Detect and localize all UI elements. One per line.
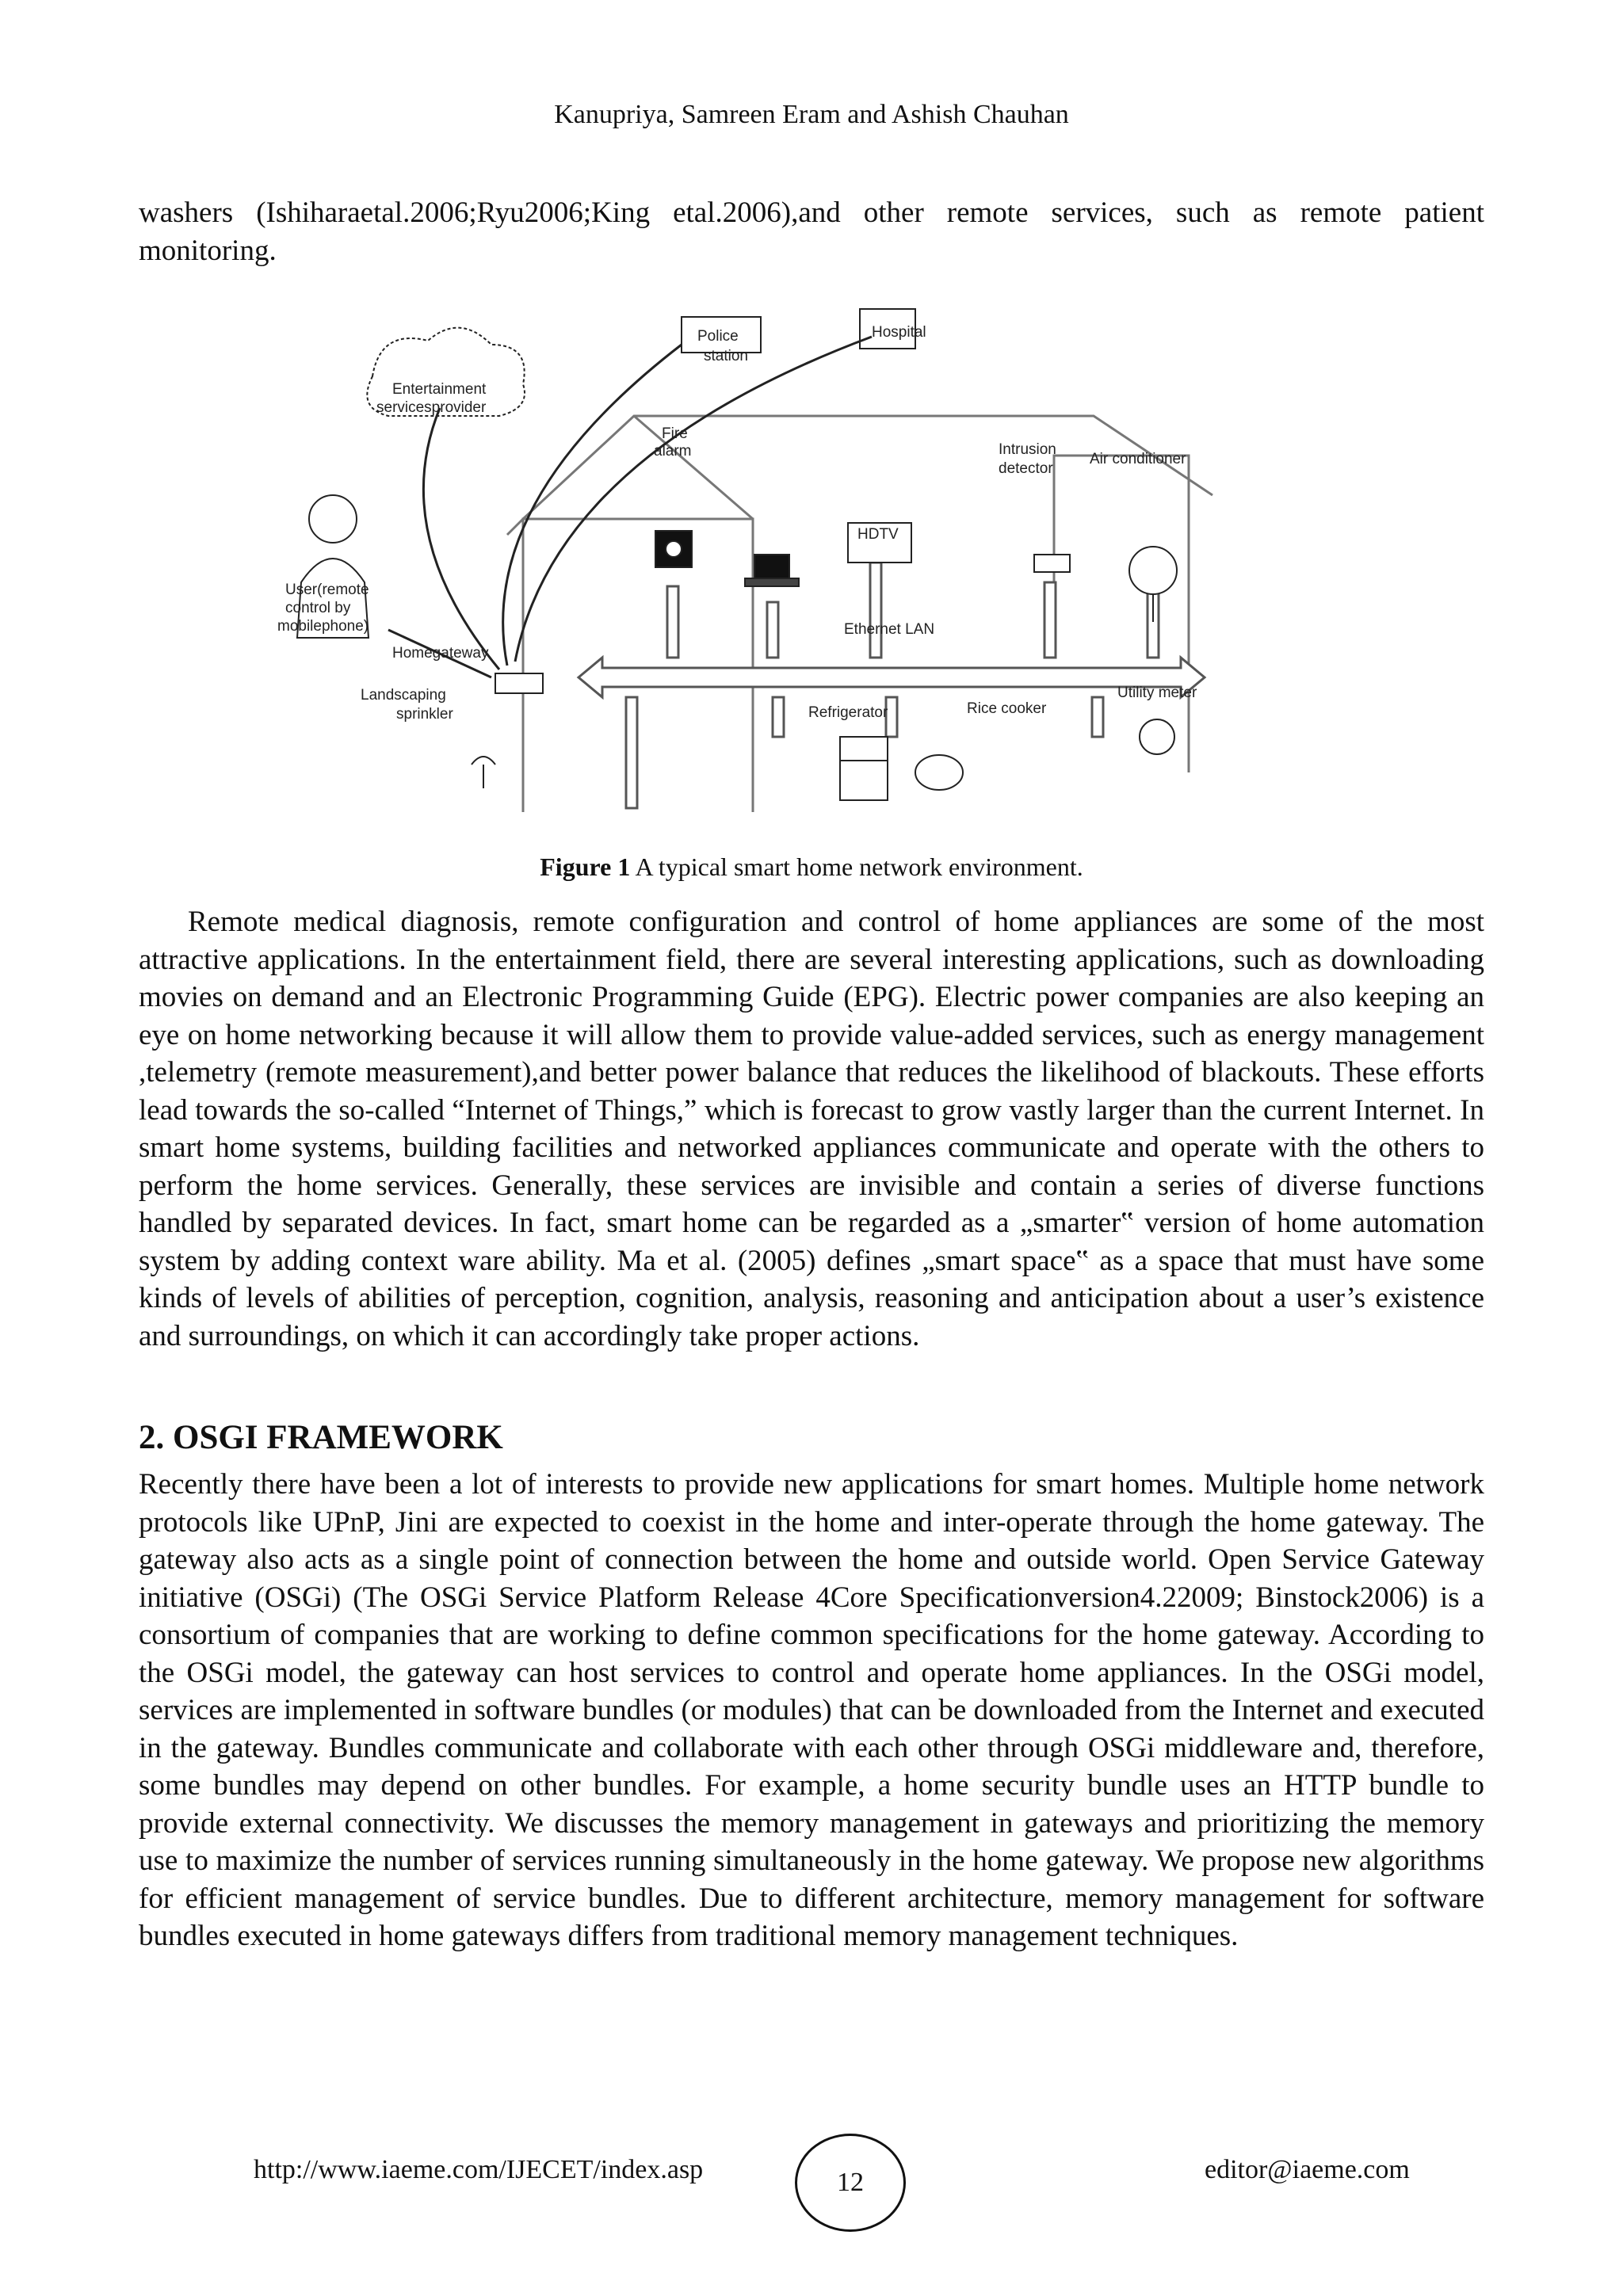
ethernet-backbone — [579, 658, 1205, 697]
label-fire-2: alarm — [654, 443, 692, 460]
label-ricecooker: Rice cooker — [967, 700, 1047, 717]
utility-meter-icon — [1140, 719, 1174, 754]
page-number-text: 12 — [837, 2168, 864, 2197]
smart-home-figure — [269, 297, 1284, 812]
person-icon — [309, 495, 357, 543]
fan-icon — [1129, 547, 1177, 594]
paragraph-applications: Remote medical diagnosis, remote configuration and control of home appliances are some of the most attractive applications. In the entertainment field, there are several interesting applications, such as downloading movies on demand and an Electronic Programming Guide (EPG). Electric power companies are also keeping an eye on home networking because it will allow them to provide value-added services, such as energy management ,telemetry (remote measurement),and better power balance that reduces the likelihood of blackouts. These efforts lead towards the so-called “Internet of Things,” which is forecast to grow vastly larger than the current Internet. In smart home systems, building facilities and networked appliances communicate and operate with the others to perform the home services. Generally, these services are invisible and contain a series of diverse functions handled by separated devices. In fact, smart home can be regarded as a „smarter‟ version of home automation system by adding context ware ability. Ma et al. (2005) defines „smart space‟ as a space that must have some kinds of levels of abilities of perception, cognition, analysis, reasoning and anticipation about a user’s existence and surroundings, on which it can accordingly take proper actions. — [139, 906, 1484, 1352]
label-gateway: Homegateway — [392, 645, 489, 662]
running-head: Kanupriya, Samreen Eram and Ashish Chauhan — [554, 100, 1069, 129]
paragraph-intro: washers (Ishiharaetal.2006;Ryu2006;King etal.2006),and other remote services, such as remote patient monitoring. — [139, 196, 1484, 267]
footer-email-link[interactable]: editor@iaeme.com — [1205, 2155, 1410, 2184]
label-sprinkler-2: sprinkler — [396, 706, 453, 723]
footer-url-link[interactable]: http://www.iaeme.com/IJECET/index.asp — [254, 2155, 704, 2184]
paragraph-osgi: Recently there have been a lot of interests to provide new applications for smart homes. Multiple home network protocols like UPnP, Jini are expected to coexist in the home and inter-operate through the home gateway. The gateway also acts as a single point of connection between the home and outside world. Open Service Gateway initiative (OSGi) (The OSGi Service Platform Release 4Core Specificationversion4.22009; Binstock2006) is a consortium of companies that are working to define common specifications for the home gateway. According to the OSGi model, the gateway can host services to control and operate home appliances. In the OSGi model, services are implemented in software bundles (or modules) that can be downloaded from the Internet and executed in the gateway. Bundles communicate and collaborate with each other through OSGi middleware and, therefore, some bundles may depend on other bundles. For example, a home security bundle uses an HTTP bundle to provide external connectivity. We discusses the memory management in gateways and prioritizing the memory use to maximize the number of services running simultaneously in the home gateway. We propose new algorithms for efficient management of service bundles. Due to different architecture, memory management for software bundles executed in home gateways differs from traditional memory management techniques. — [139, 1468, 1484, 1952]
gateway-icon — [495, 673, 543, 693]
label-hdtv: HDTV — [857, 526, 899, 543]
label-aircon: Air conditioner — [1090, 451, 1186, 467]
page-number — [795, 2134, 906, 2232]
label-entertainment-2: servicesprovider — [376, 399, 487, 416]
figure-caption — [0, 852, 1623, 882]
label-fire-1: Fire — [662, 425, 688, 442]
label-refrigerator: Refrigerator — [808, 704, 888, 721]
label-ethernet: Ethernet LAN — [844, 621, 935, 638]
label-police-2: station — [704, 348, 748, 364]
label-sprinkler-1: Landscaping — [361, 687, 446, 704]
label-hospital: Hospital — [872, 324, 926, 341]
label-intrusion-1: Intrusion — [999, 441, 1056, 458]
label-user-3: mobilephone) — [277, 618, 369, 635]
label-user-2: control by — [285, 600, 351, 616]
label-utility: Utility meter — [1117, 685, 1197, 701]
section-heading: 2. OSGI FRAMEWORK — [139, 1419, 503, 1456]
laptop-icon — [754, 555, 789, 578]
label-user-1: User(remote — [285, 582, 369, 598]
label-entertainment-1: Entertainment — [392, 381, 487, 398]
caption-label: Figure 1 — [540, 852, 631, 881]
label-intrusion-2: detector — [999, 460, 1053, 477]
refrigerator-icon — [840, 737, 888, 800]
camera-icon — [1034, 555, 1070, 572]
rice-cooker-icon — [915, 755, 963, 790]
sprinkler-icon — [472, 757, 495, 788]
caption-text: A typical smart home network environment. — [630, 852, 1083, 881]
label-police-1: Police — [697, 328, 739, 345]
